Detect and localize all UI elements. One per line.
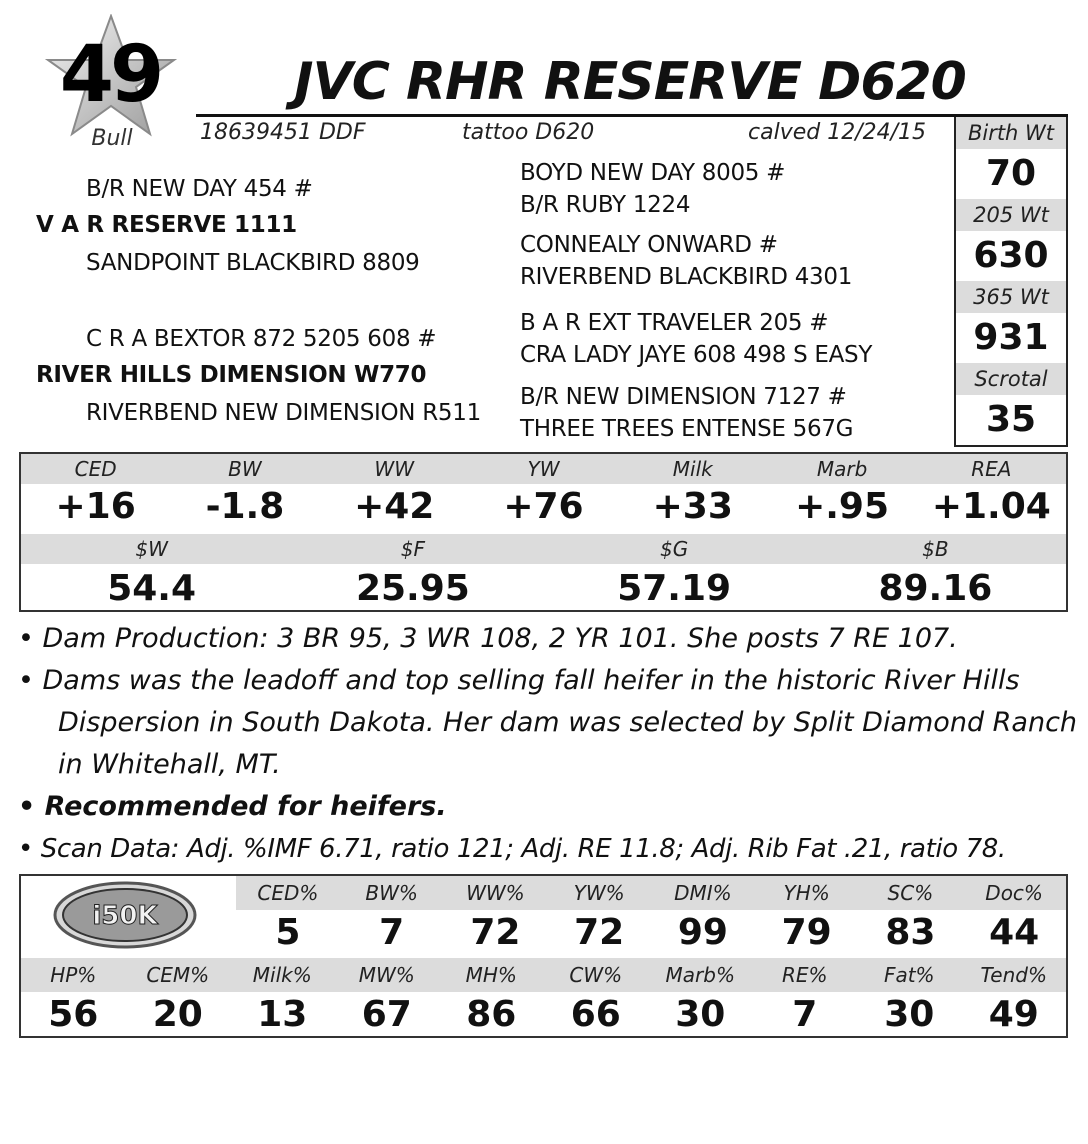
genomic-value: 44: [989, 912, 1040, 953]
pedigree-ss-dam: B/R RUBY 1224: [520, 192, 691, 218]
notes: [18, 618, 1078, 870]
genomics-row-2: [21, 958, 1066, 1038]
genomic-label: CEM%: [146, 963, 210, 987]
genomic-label: WW%: [466, 881, 525, 905]
genomic-label: Tend%: [980, 963, 1047, 987]
weight-label: 205 Wt: [956, 199, 1066, 231]
epd-header-row: [21, 454, 1066, 484]
genomic-label: Milk%: [252, 963, 312, 987]
animal-name: JVC RHR RESERVE D620: [294, 52, 966, 112]
epd-label: YW: [527, 457, 560, 481]
epd-label: Milk: [672, 457, 713, 481]
genomic-label: CED%: [257, 881, 319, 905]
pedigree-sire: V A R RESERVE 1111: [36, 212, 297, 238]
pedigree-ds-dam: CRA LADY JAYE 608 498 S EASY: [520, 342, 873, 368]
note-item: • Recommended for heifers.: [18, 791, 447, 822]
weight-label: Scrotal: [956, 363, 1066, 395]
weight-label: Birth Wt: [956, 117, 1066, 149]
genomic-label: YH%: [783, 881, 830, 905]
pedigree-sd-sire: CONNEALY ONWARD #: [520, 232, 778, 258]
index-value: 54.4: [107, 568, 197, 609]
weight-value: 70: [985, 153, 1037, 194]
genomic-label: MW%: [358, 963, 415, 987]
genomic-value: 13: [257, 994, 308, 1035]
epd-value: +76: [503, 486, 584, 527]
registration-number: 18639451 DDF: [200, 120, 366, 145]
epd-label: WW: [374, 457, 414, 481]
epd-value: +42: [354, 486, 435, 527]
epd-label: BW: [228, 457, 262, 481]
pedigree-ds-sire: B A R EXT TRAVELER 205 #: [520, 310, 829, 336]
epd-value: -1.8: [205, 486, 285, 527]
pedigree-dam-sire: C R A BEXTOR 872 5205 608 #: [86, 326, 437, 352]
pedigree-sd-dam: RIVERBEND BLACKBIRD 4301: [520, 264, 853, 290]
pedigree-sire-dam: SANDPOINT BLACKBIRD 8809: [86, 250, 420, 276]
genomic-value: 99: [677, 912, 728, 953]
pedigree-sire-sire: B/R NEW DAY 454 #: [86, 176, 313, 202]
index-value: 25.95: [355, 568, 470, 609]
epd-label: Marb: [816, 457, 868, 481]
genomic-value: 83: [885, 912, 936, 953]
index-label: $G: [660, 537, 689, 561]
epd-value: +.95: [795, 486, 890, 527]
pedigree-dd-sire: B/R NEW DIMENSION 7127 #: [520, 384, 847, 410]
i50k-logo: [52, 880, 198, 950]
epd-value: +33: [652, 486, 733, 527]
note-item: • Dams was the leadoff and top selling fall heifer in the historic River Hills Dispersion in South Dakota. Her dam was selected by Split Diamond Ranch in Whitehall, MT.: [18, 665, 1078, 780]
genomic-label: Marb%: [665, 963, 735, 987]
title-divider: [196, 114, 1068, 117]
weight-value: 35: [985, 399, 1037, 440]
genomic-value: 72: [574, 912, 625, 953]
index-header-row: [21, 534, 1066, 564]
genomic-value: 86: [466, 994, 517, 1035]
weight-value: 931: [973, 317, 1049, 358]
index-label: $F: [400, 537, 425, 561]
weights-panel: [954, 117, 1068, 447]
genomic-label: RE%: [781, 963, 828, 987]
genomic-label: SC%: [887, 881, 934, 905]
genomic-value: 30: [675, 994, 726, 1035]
genomic-value: 67: [361, 994, 412, 1035]
logo-text: i50K: [92, 901, 158, 931]
index-value: 57.19: [617, 568, 732, 609]
pedigree-dam: RIVER HILLS DIMENSION W770: [36, 362, 427, 388]
genomic-value: 7: [792, 994, 818, 1035]
genomic-value: 20: [152, 994, 203, 1035]
lot-number: 49: [59, 30, 161, 120]
genomic-label: Doc%: [985, 881, 1043, 905]
genomics-row-1: [236, 876, 1066, 956]
weight-value: 630: [973, 235, 1049, 276]
genomic-label: HP%: [50, 963, 97, 987]
genomic-label: BW%: [365, 881, 418, 905]
genomic-label: Fat%: [883, 963, 935, 987]
pedigree-dam-dam: RIVERBEND NEW DIMENSION R511: [86, 400, 481, 426]
genomic-value: 30: [884, 994, 935, 1035]
epd-label: REA: [971, 457, 1012, 481]
calved-date: calved 12/24/15: [748, 120, 927, 145]
epd-label: CED: [74, 457, 117, 481]
genomic-value: 66: [570, 994, 621, 1035]
epd-value: +1.04: [931, 486, 1051, 527]
genomic-value: 79: [781, 912, 832, 953]
epd-value-row: [21, 484, 1066, 530]
genomic-label: DMI%: [674, 881, 732, 905]
note-item: • Scan Data: Adj. %IMF 6.71, ratio 121; Adj. RE 11.8; Adj. Rib Fat .21, ratio 78.: [18, 834, 1006, 864]
pedigree-ss-sire: BOYD NEW DAY 8005 #: [520, 160, 786, 186]
genomic-label: CW%: [569, 963, 623, 987]
tattoo: tattoo D620: [462, 120, 595, 145]
genomic-value: 5: [275, 912, 301, 953]
epd-table: [19, 452, 1068, 612]
pedigree-dd-dam: THREE TREES ENTENSE 567G: [520, 416, 854, 442]
note-item: • Dam Production: 3 BR 95, 3 WR 108, 2 YR 101. She posts 7 RE 107.: [18, 623, 958, 654]
lot-type: Bull: [91, 126, 133, 151]
genomic-value: 56: [48, 994, 99, 1035]
index-value-row: [21, 564, 1066, 612]
genomic-label: YW%: [573, 881, 625, 905]
epd-value: +16: [55, 486, 136, 527]
index-value: 89.16: [878, 568, 993, 609]
index-label: $B: [922, 537, 949, 561]
genomic-value: 7: [379, 912, 405, 953]
weight-label: 365 Wt: [956, 281, 1066, 313]
genomic-value: 49: [988, 994, 1039, 1035]
genomic-value: 72: [470, 912, 521, 953]
index-label: $W: [135, 537, 168, 561]
genomic-label: MH%: [465, 963, 517, 987]
